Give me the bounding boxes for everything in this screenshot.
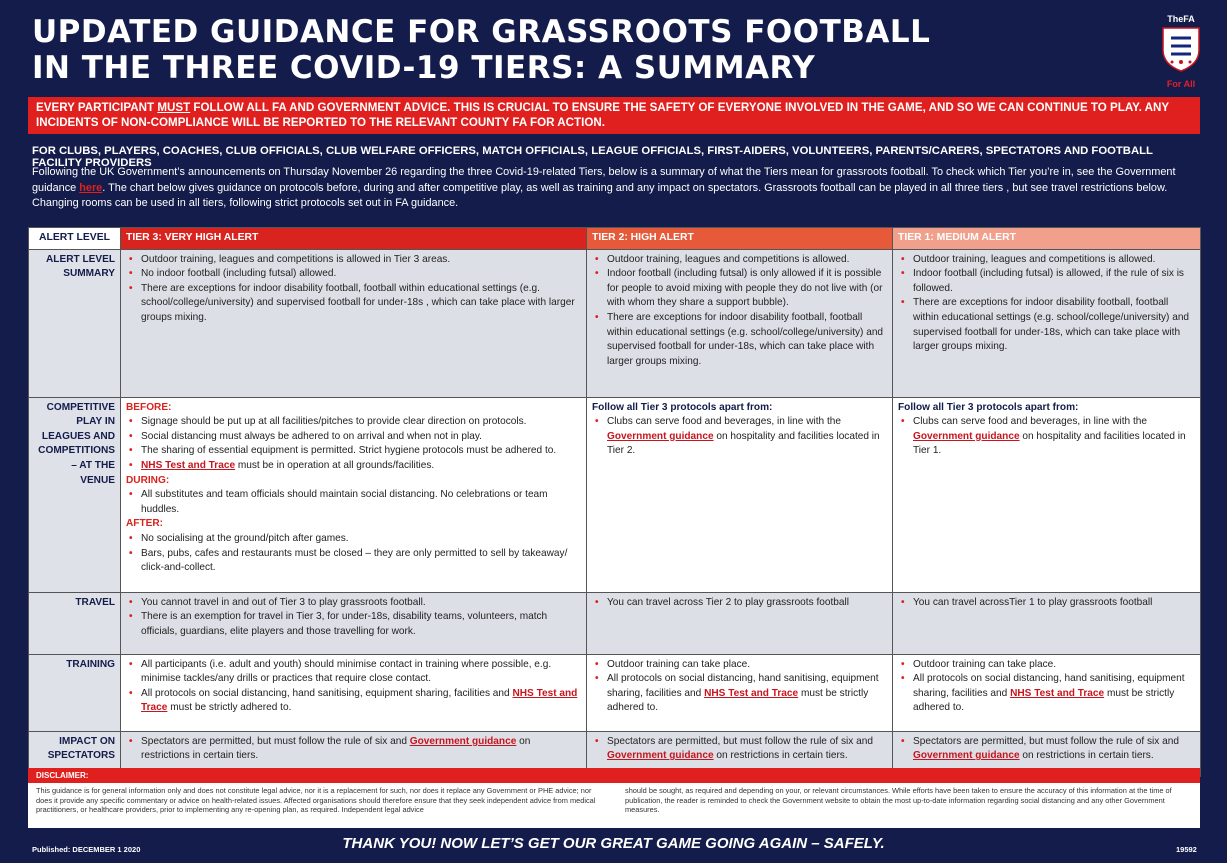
government-guidance-link[interactable]: Government guidance [913,430,1020,442]
header-tier-2: TIER 2: HIGH ALERT [587,228,893,250]
travel-tier-3 [121,592,587,654]
training-t2-text-2: must be strictly adhered to. [607,687,869,714]
list-item: • Indoor football (including futsal) is allowed, if the rule of six is followed. [898,267,1195,296]
thank-you-message: THANK YOU! NOW LET’S GET OUR GREAT GAME GOING AGAIN – SAFELY. [342,835,885,852]
list-item [126,735,581,764]
training-t3-text-2: must be strictly adhered to. [167,702,292,714]
table-row [29,592,1201,654]
training-t3-text-1: All protocols on social distancing, hand sanitising, equipment sharing, facilities and [141,687,513,699]
list-item: • All substitutes and team officials should maintain social distancing. No celebrations or team huddles. [126,488,581,517]
document-code: 19592 [1176,845,1197,854]
nhs-text: must be in operation at all grounds/facilities. [235,459,435,471]
list-item [898,415,1195,459]
government-guidance-link[interactable]: Government guidance [409,735,517,747]
list-item: • Outdoor training can take place. [592,658,887,673]
list-item: • Social distancing must always be adhered to on arrival and when not in play. [126,430,581,445]
list-item [592,735,887,764]
training-tier-3 [121,654,587,731]
header-alert-level: ALERT LEVEL [29,228,121,250]
table-row [29,249,1201,397]
list-item [898,672,1195,716]
list-item: • No indoor football (including futsal) allowed. [126,267,581,282]
competitive-tier-3 [121,397,587,592]
tier-guidance-table [28,227,1201,777]
government-guidance-link[interactable]: here [79,181,103,194]
list-item: • There are exceptions for indoor disability football, football within educational settings (e.g. school/college/university) and supervised football for under-18s, which can take place with larger groups mixing. [592,311,887,369]
training-t1-text-2: must be strictly adhered to. [913,687,1175,714]
before-heading: BEFORE: [126,401,172,413]
disclaimer-column-1: This guidance is for general information only and does not constitute legal advice, nor it is a replacement for such, nor does it replace any Government or PHE advice; nor does it provide any specific commentary or advice on health-related issues. Affected organisations should therefore ensure that they seek independent advice from medical practitioners, or healthcare providers, prior to implementing any re-opening plan, as required. Independent legal advice [36,786,596,815]
spect-t2-text-2: on restrictions in certain tiers. [713,750,848,762]
nhs-test-trace-link[interactable]: NHS Test and Trace [141,687,578,714]
list-item: • There are exceptions for indoor disability football, football within educational settings (e.g. school/college/university) and supervised football for under-18s, which can take place with larger groups mixing. [898,296,1195,354]
t1-text-1: Clubs can serve food and beverages, in line with the [913,416,1147,428]
header-tier-1: TIER 1: MEDIUM ALERT [893,228,1201,250]
spect-t1-text-2: on restrictions in certain tiers. [1019,750,1154,762]
intro-paragraph [32,165,1202,212]
row-label-summary: ALERT LEVEL SUMMARY [29,249,121,397]
list-item: • All participants (i.e. adult and youth) should minimise contact in training where possible, e.g. minimise tackles/any drills or practices that require close contact. [126,658,581,687]
spect-t3-text-1: Spectators are permitted, but must follow the rule of six and [141,735,410,747]
list-item: • Indoor football (including futsal) is only allowed if it is possible for people to avoid mixing with people they do not live with (or with whom they share a support bubble). [592,267,887,311]
disclaimer-heading: DISCLAIMER: [28,768,1200,783]
logo-for-all: For All [1166,79,1196,89]
row-label-training: TRAINING [29,654,121,731]
nhs-test-trace-link[interactable]: NHS Test and Trace [704,687,799,699]
intro-text-2: . The chart below gives guidance on protocols before, during and after competitive play, as well as training and any impact on spectators. Grassroots football can be played in all three tiers , but see travel restrictions below. Changing rooms can be used in all tiers, following strict protocols set out in FA guidance. [32,181,1168,209]
table-row [29,654,1201,731]
row-label-spectators: IMPACT ON SPECTATORS [29,731,121,776]
list-item: • Bars, pubs, cafes and restaurants must be closed – they are only permitted to sell by takeaway/ click-and-collect. [126,547,581,576]
competitive-tier-1 [893,397,1201,592]
list-item: • Outdoor training, leagues and competitions is allowed in Tier 3 areas. [126,253,581,268]
list-item [126,459,581,474]
travel-tier-1 [893,592,1201,654]
list-item [126,687,581,716]
list-item: • You can travel acrossTier 1 to play grassroots football [898,596,1195,611]
title-line-1: UPDATED GUIDANCE FOR GRASSROOTS FOOTBALL [32,14,931,50]
training-tier-1 [893,654,1201,731]
list-item: • The sharing of essential equipment is permitted. Strict hygiene protocols must be adhered to. [126,444,581,459]
title-line-2: IN THE THREE COVID-19 TIERS: A SUMMARY [32,50,816,86]
training-t1-text-1: All protocols on social distancing, hand sanitising, equipment sharing, facilities and [913,673,1185,699]
training-tier-2 [587,654,893,731]
t1-text-2: on hospitality and facilities located in Tier 1. [913,430,1186,457]
spect-t3-text-2: on restrictions in certain tiers. [141,735,531,762]
tier-1-lead: Follow all Tier 3 protocols apart from: [898,401,1079,413]
competitive-tier-2 [587,397,893,592]
page-title [32,14,930,86]
logo-text: TheFA [1167,14,1195,24]
travel-tier-2 [587,592,893,654]
compliance-banner [28,97,1200,134]
government-guidance-link[interactable]: Government guidance [607,430,714,442]
disclaimer-box [28,768,1200,828]
intro-text-1: Following the UK Government’s announcements on Thursday November 26 regarding the three Covid-19-related Tiers, below is a summary of what the Tiers mean for grassroots football. To check which Tier you’re in, see the Government guidance [32,166,1176,194]
disclaimer-body [28,783,1200,815]
nhs-test-trace-link[interactable]: NHS Test and Trace [141,459,236,471]
banner-text-2: FOLLOW ALL FA AND GOVERNMENT ADVICE. THIS IS CRUCIAL TO ENSURE THE SAFETY OF EVERYONE INVOLVED IN THE GAME, AND SO WE CAN CONTINUE TO PLAY. ANY INCIDENTS OF NON-COMPLIANCE WILL BE REPORTED TO THE RELEVANT COUNTY FA FOR ACTION. [36,101,1169,129]
banner-text-1: EVERY PARTICIPANT [36,101,158,114]
list-item: • You cannot travel in and out of Tier 3 to play grassroots football. [126,596,581,611]
table-row [29,397,1201,592]
after-heading: AFTER: [126,518,164,530]
header-tier-3: TIER 3: VERY HIGH ALERT [121,228,587,250]
list-item: • There are exceptions for indoor disability football, football within educational settings (e.g. school/college/university) and supervised football for under-18s , which can take place with larger groups mixing. [126,282,581,326]
spect-t1-text-1: Spectators are permitted, but must follow the rule of six and [913,735,1179,747]
published-date: Published: DECEMBER 1 2020 [32,845,141,854]
tier-2-lead: Follow all Tier 3 protocols apart from: [592,401,773,413]
summary-tier-1 [893,249,1201,397]
list-item: • Outdoor training, leagues and competitions is allowed. [592,253,887,268]
t2-text-1: Clubs can serve food and beverages, in line with the [607,416,841,428]
three-lions-crest-icon [1161,26,1201,72]
list-item: • There is an exemption for travel in Tier 3, for under-18s, disability teams, volunteers, match officials, guardians, elite players and those travelling for work. [126,610,581,639]
audience-line: FOR CLUBS, PLAYERS, COACHES, CLUB OFFICIALS, CLUB WELFARE OFFICERS, MATCH OFFICIALS, LEAGUE OFFICIALS, FIRST-AIDERS, VOLUNTEERS, PARENTS/CARERS, SPECTATORS AND FOOTBALL FACILITY PROVIDERS [32,145,1153,169]
nhs-test-trace-link[interactable]: NHS Test and Trace [1010,687,1105,699]
list-item: • No socialising at the ground/pitch after games. [126,532,581,547]
list-item: • You can travel across Tier 2 to play grassroots football [592,596,887,611]
during-heading: DURING: [126,474,170,486]
government-guidance-link[interactable]: Government guidance [913,750,1020,762]
row-label-competitive: COMPETITIVE PLAY IN LEAGUES AND COMPETITIONS – AT THE VENUE [29,397,121,592]
list-item [898,735,1195,764]
list-item: • Signage should be put up at all facilities/pitches to provide clear direction on protocols. [126,415,581,430]
summary-tier-3 [121,249,587,397]
table-header-row [29,228,1201,250]
summary-tier-2 [587,249,893,397]
list-item: • Outdoor training can take place. [898,658,1195,673]
list-item [592,415,887,459]
disclaimer-column-2: should be sought, as required and depending on your, or relevant circumstances. While efforts have been taken to ensure the accuracy of this information at the time of publication, the reader is reminded to check the Government website to obtain the most up-to-date information regarding social distancing and any other Government measures. [625,786,1172,815]
banner-emphasis: MUST [157,101,191,114]
row-label-travel: TRAVEL [29,592,121,654]
t2-text-2: on hospitality and facilities located in Tier 2. [607,430,880,457]
list-item: • Outdoor training, leagues and competitions is allowed. [898,253,1195,268]
government-guidance-link[interactable]: Government guidance [607,750,714,762]
list-item [592,672,887,716]
spect-t2-text-1: Spectators are permitted, but must follow the rule of six and [607,735,873,747]
fa-logo [1158,14,1204,88]
training-t2-text-1: All protocols on social distancing, hand sanitising, equipment sharing, facilities and [607,673,879,699]
